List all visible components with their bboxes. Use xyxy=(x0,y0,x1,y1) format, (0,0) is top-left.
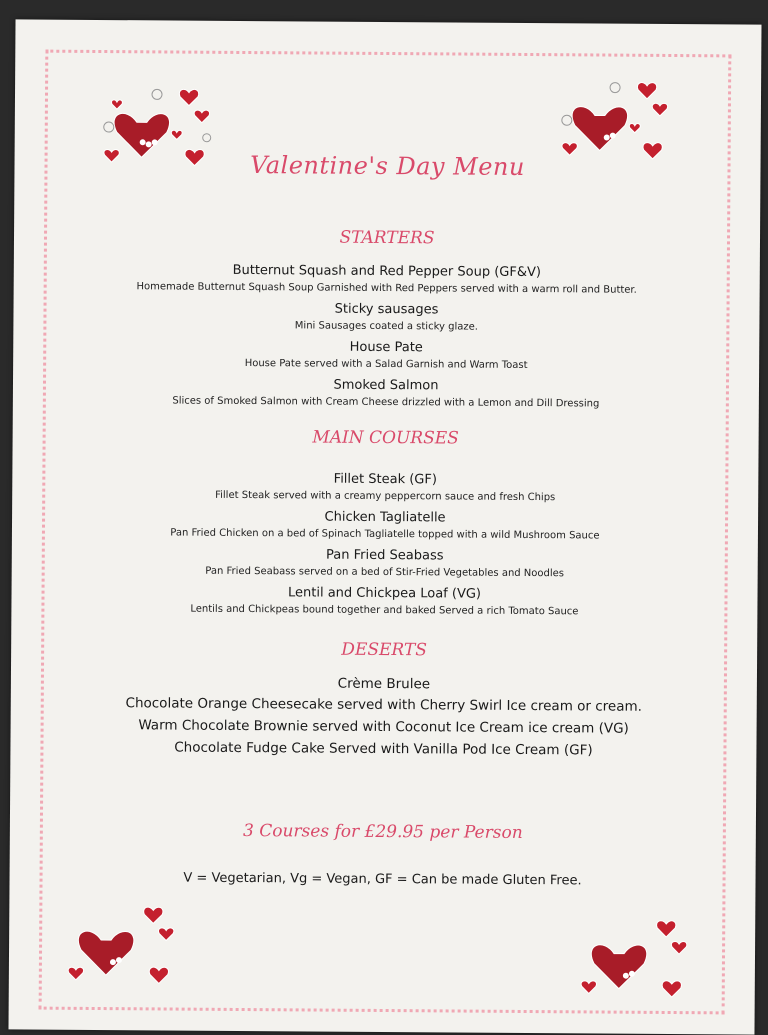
main-name: Lentil and Chickpea Loaf (VG) xyxy=(287,585,482,602)
main-desc: Fillet Steak served with a creamy peppercorn sauce and fresh Chips xyxy=(215,489,556,504)
dessert-item: Chocolate Fudge Cake Served with Vanilla Pod Ice Cream (GF) xyxy=(174,739,593,759)
starter-desc: Mini Sausages coated a sticky glaze. xyxy=(294,320,479,333)
dessert-item: Crème Brulee xyxy=(337,675,431,693)
menu-content xyxy=(60,20,718,889)
menu-paper xyxy=(8,19,761,1034)
menu-title: Valentine's Day Menu xyxy=(250,151,525,181)
main-name: Fillet Steak (GF) xyxy=(333,471,438,488)
price-line: 3 Courses for £29.95 per Person xyxy=(242,821,523,843)
starter-name: House Pate xyxy=(349,339,423,356)
dietary-legend: V = Vegetarian, Vg = Vegan, GF = Can be made Gluten Free. xyxy=(183,870,582,889)
main-name: Chicken Tagliatelle xyxy=(324,509,446,526)
heart-cluster-icon xyxy=(61,900,182,991)
mains-heading: MAIN COURSES xyxy=(312,427,459,449)
main-desc: Pan Fried Seabass served on a bed of Stir-Fried Vegetables and Noodles xyxy=(205,565,565,580)
starters-heading: STARTERS xyxy=(339,227,435,249)
main-desc: Pan Fried Chicken on a bed of Spinach Tagliatelle topped with a wild Mushroom Sauce xyxy=(170,527,600,542)
deserts-heading: DESERTS xyxy=(341,639,428,661)
starter-name: Smoked Salmon xyxy=(333,377,439,394)
dessert-item: Warm Chocolate Brownie served with Coconut Ice Cream ice cream (VG) xyxy=(138,717,629,737)
starter-name: Sticky sausages xyxy=(334,301,439,318)
main-desc: Lentils and Chickpeas bound together and baked Served a rich Tomato Sauce xyxy=(190,603,579,618)
main-name: Pan Fried Seabass xyxy=(326,547,444,564)
starter-desc: Slices of Smoked Salmon with Cream Cheese drizzled with a Lemon and Dill Dressing xyxy=(172,395,600,410)
starter-name: Butternut Squash and Red Pepper Soup (GF&V) xyxy=(232,262,542,281)
heart-cluster-icon xyxy=(574,913,695,1004)
dessert-item: Chocolate Orange Cheesecake served with Cherry Swirl Ice cream or cream. xyxy=(125,695,643,715)
starter-desc: Homemade Butternut Squash Soup Garnished with Red Peppers served with a warm roll and Butter. xyxy=(136,281,637,296)
starter-desc: House Pate served with a Salad Garnish and Warm Toast xyxy=(244,358,528,371)
